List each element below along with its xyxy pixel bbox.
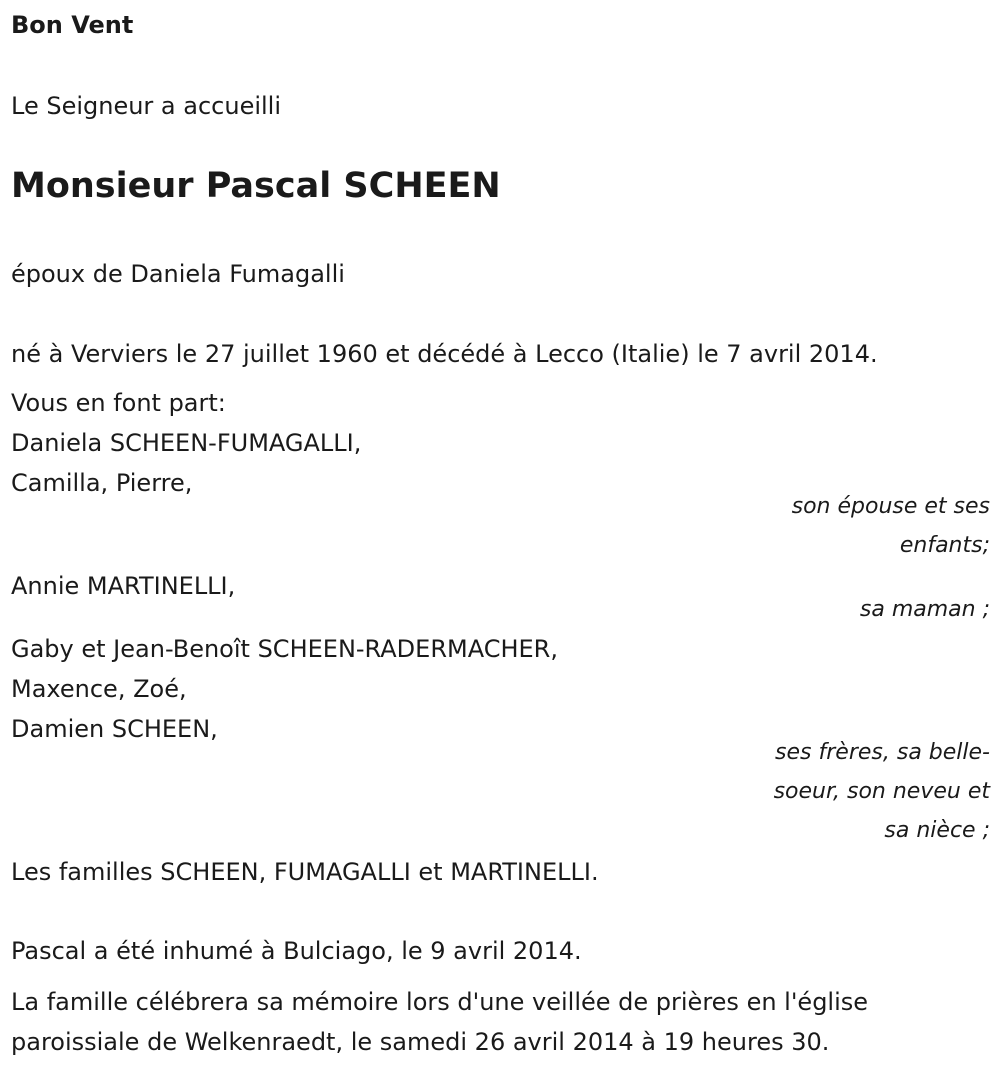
memorial-line: paroissiale de Welkenraedt, le samedi 26 avril 2014 à 19 heures 30. bbox=[11, 1028, 830, 1056]
family-member: Annie MARTINELLI, bbox=[11, 572, 236, 600]
family-member: Maxence, Zoé, bbox=[11, 675, 187, 703]
deceased-name: Monsieur Pascal SCHEEN bbox=[11, 166, 501, 206]
relation-text: ses frères, sa belle- bbox=[775, 740, 990, 765]
memorial-line: La famille célébrera sa mémoire lors d'une veillée de prières en l'église bbox=[11, 988, 869, 1016]
relation-text: son épouse et ses bbox=[791, 494, 990, 519]
relation-text: soeur, son neveu et bbox=[773, 779, 990, 804]
announcement-intro: Vous en font part: bbox=[11, 389, 226, 417]
relation-text: enfants; bbox=[899, 533, 990, 558]
family-member: Camilla, Pierre, bbox=[11, 469, 193, 497]
spouse-line: époux de Daniela Fumagalli bbox=[11, 260, 345, 288]
section-title: Bon Vent bbox=[11, 11, 134, 39]
family-member: Gaby et Jean-Benoît SCHEEN-RADERMACHER, bbox=[11, 635, 558, 663]
family-member: Damien SCHEEN, bbox=[11, 715, 218, 743]
family-member: Daniela SCHEEN-FUMAGALLI, bbox=[11, 429, 362, 457]
families-line: Les familles SCHEEN, FUMAGALLI et MARTINELLI. bbox=[11, 858, 599, 886]
relation-text: sa maman ; bbox=[859, 597, 990, 622]
relation-text: sa nièce ; bbox=[884, 818, 990, 843]
intro-text: Le Seigneur a accueilli bbox=[11, 92, 282, 120]
burial-line: Pascal a été inhumé à Bulciago, le 9 avril 2014. bbox=[11, 937, 582, 965]
birth-death-line: né à Verviers le 27 juillet 1960 et décédé à Lecco (Italie) le 7 avril 2014. bbox=[11, 340, 878, 368]
